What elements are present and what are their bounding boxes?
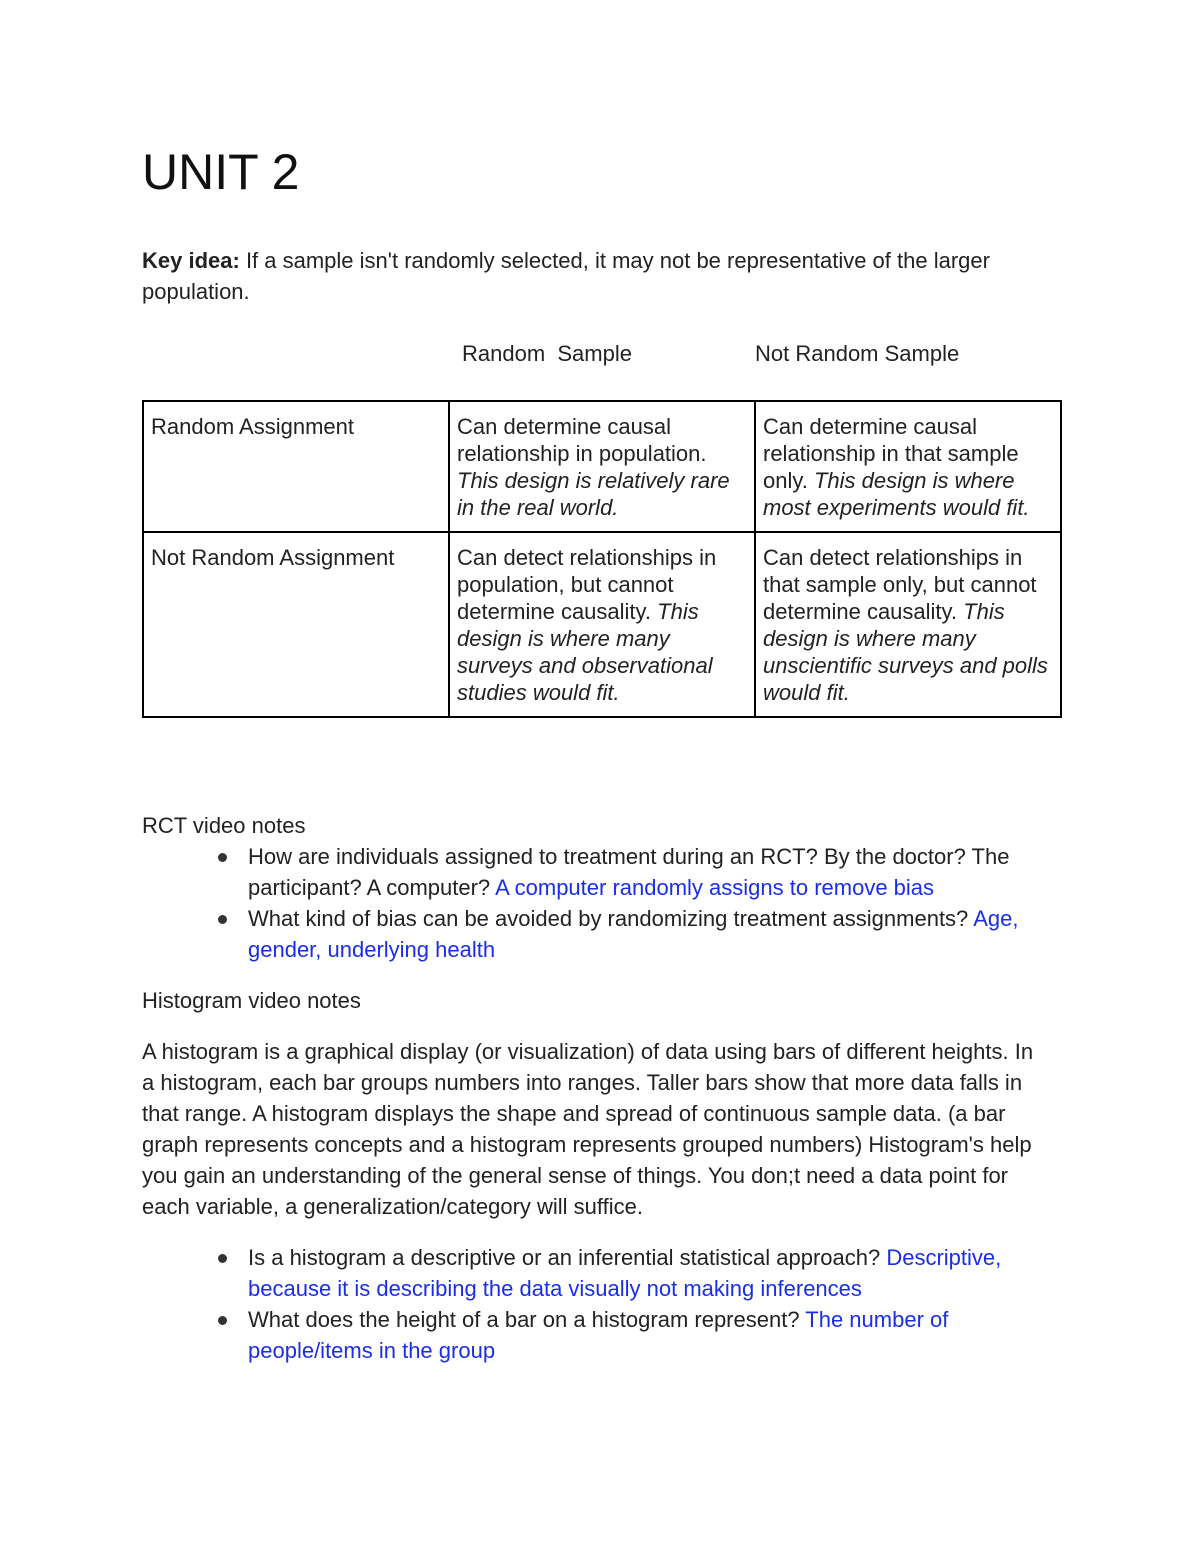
answer-text: Descriptive, because it is describing the data visually not making inferences	[248, 1245, 1002, 1301]
rct-notes-list	[142, 841, 1062, 965]
table-cell	[755, 401, 1061, 532]
cell-text: Can determine causal relationship in that sample only.	[763, 414, 1019, 493]
question-text: How are individuals assigned to treatment during an RCT? By the doctor? The participant? A computer?	[248, 844, 1010, 900]
cell-text: Can detect relationships in population, but cannot determine causality.	[457, 545, 717, 624]
histogram-paragraph: A histogram is a graphical display (or visualization) of data using bars of different heights. In a histogram, each bar groups numbers into ranges. Taller bars show that more data falls in that range. A histogram displays the shape and spread of continuous sample data. (a bar graph represents concepts and a histogram represents grouped numbers) Histogram's help you gain an understanding of the general sense of things. You don;t need a data point for each variable, a generalization/category will suffice.	[142, 1039, 1034, 1219]
histogram-notes-list	[142, 1242, 1062, 1366]
histogram-heading: Histogram video notes	[142, 988, 361, 1013]
bullet-icon	[218, 1316, 227, 1325]
cell-italic-text: This design is where most experiments would fit.	[763, 468, 1030, 520]
question-text: Is a histogram a descriptive or an inferential statistical approach?	[248, 1245, 887, 1270]
bullet-icon	[218, 1254, 227, 1263]
question-text: What kind of bias can be avoided by randomizing treatment assignments?	[248, 906, 974, 931]
answer-text: Age, gender, underlying health	[248, 906, 1019, 962]
answer-text: A computer randomly assigns to remove bias	[495, 875, 935, 900]
bullet-icon	[218, 853, 227, 862]
key-idea-label: Key idea:	[142, 248, 240, 273]
answer-text: The number of people/items in the group	[248, 1307, 949, 1363]
table-cell	[449, 401, 755, 532]
list-item	[142, 903, 1062, 965]
table-row	[143, 532, 1061, 717]
column-header-random-sample: Random Sample	[462, 341, 632, 366]
column-header-not-random-sample: Not Random Sample	[755, 341, 960, 366]
row-label-not-random-assignment: Not Random Assignment	[143, 532, 449, 717]
rct-heading: RCT video notes	[142, 813, 306, 838]
bullet-icon	[218, 915, 227, 924]
list-item	[142, 1242, 1062, 1304]
design-table	[142, 400, 1062, 718]
list-item	[142, 841, 1062, 903]
page-title: UNIT 2	[142, 144, 300, 200]
table-cell	[755, 532, 1061, 717]
key-idea-paragraph	[142, 245, 1062, 307]
cell-text: Can determine causal relationship in population.	[457, 414, 707, 466]
question-text: What does the height of a bar on a histogram represent?	[248, 1307, 806, 1332]
cell-italic-text: This design is where many surveys and observational studies would fit.	[457, 599, 713, 705]
table-cell	[449, 532, 755, 717]
cell-text: Can detect relationships in that sample only, but cannot determine causality.	[763, 545, 1037, 624]
key-idea-text: If a sample isn't randomly selected, it may not be representative of the larger population.	[142, 248, 990, 304]
cell-italic-text: This design is relatively rare in the real world.	[457, 468, 730, 520]
list-item	[142, 1304, 1062, 1366]
row-label-random-assignment: Random Assignment	[143, 401, 449, 532]
table-row	[143, 401, 1061, 532]
cell-italic-text: This design is where many unscientific surveys and polls would fit.	[763, 599, 1048, 705]
